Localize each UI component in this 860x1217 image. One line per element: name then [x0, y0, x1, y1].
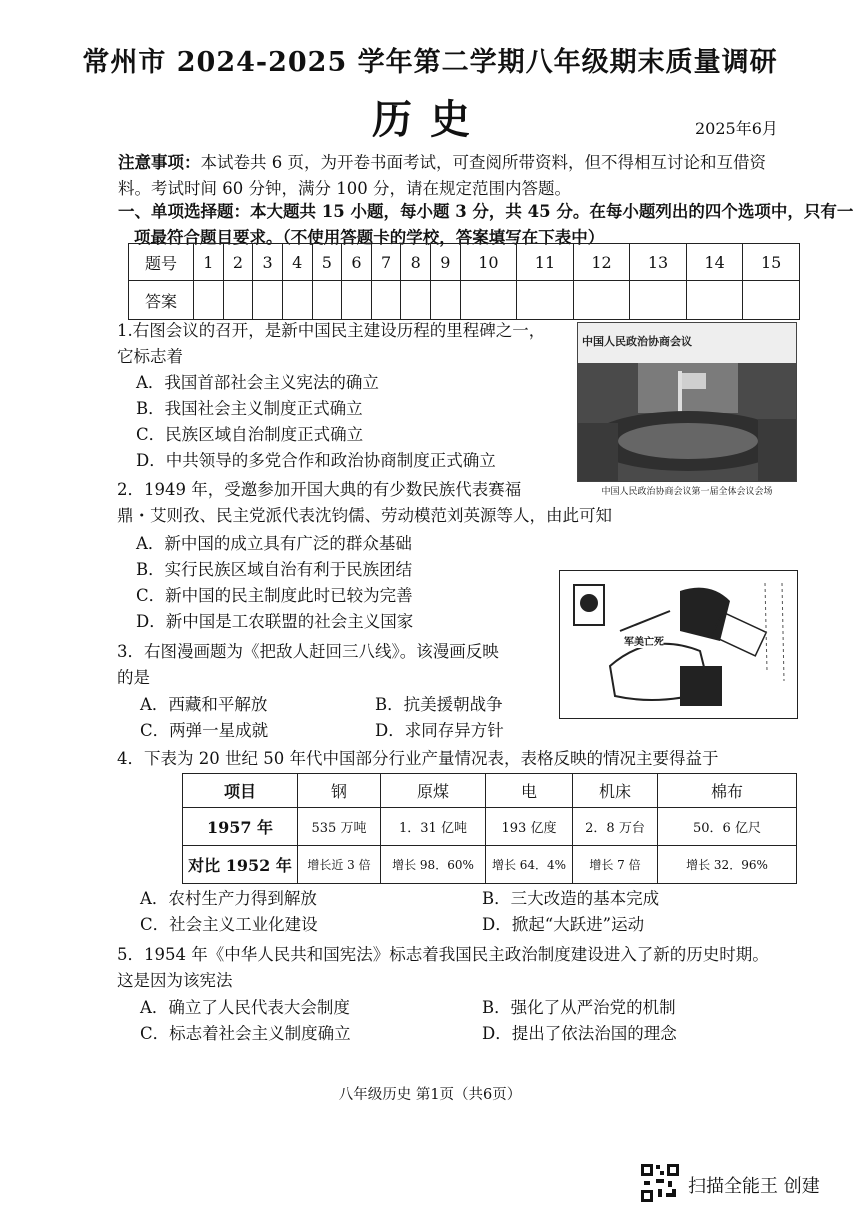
- question-5-stem: 5．1954 年《中华人民共和国宪法》标志着我国民主政治制度建设进入了新的历史时期。: [117, 945, 769, 964]
- question-1-stem: 1.右图会议的召开，是新中国民主建设历程的里程碑之一，: [117, 321, 546, 340]
- question-5-stem: 这是因为该宪法: [117, 971, 233, 990]
- option: C．两弹一星成就: [140, 721, 269, 740]
- page-footer: 八年级历史 第1页（共6页）: [338, 1087, 522, 1103]
- question-3-stem: 3．右图漫画题为《把敌人赶回三八线》。该漫画反映: [117, 642, 499, 661]
- notice-label: 注意事项：: [118, 153, 201, 172]
- answer-table-number: 4: [282, 244, 312, 281]
- option: C．新中国的民主制度此时已较为完善: [136, 586, 413, 605]
- answer-cell[interactable]: [630, 281, 687, 320]
- option: C．标志着社会主义制度确立: [140, 1024, 351, 1043]
- table-cell: 193 亿度: [486, 808, 573, 846]
- question-2-stem: 鼎・艾则孜、民主党派代表沈钧儒、劳动模范刘英源等人，由此可知: [117, 506, 612, 525]
- answer-table-number: 5: [312, 244, 342, 281]
- table-header: 钢: [298, 774, 381, 808]
- cartoon-illustration: [560, 571, 797, 718]
- answer-cell[interactable]: [223, 281, 253, 320]
- q3-cartoon: [559, 570, 798, 719]
- question-5-options: [140, 995, 780, 1047]
- question-2-options: [136, 531, 413, 635]
- answer-table-number: 6: [342, 244, 372, 281]
- answer-cell[interactable]: [743, 281, 800, 320]
- option: B．强化了从严治党的机制: [482, 998, 676, 1017]
- table-cell: 对比 1952 年: [183, 846, 298, 884]
- option: A．西藏和平解放: [140, 695, 268, 714]
- answer-cell[interactable]: [686, 281, 743, 320]
- answer-table-number: 14: [686, 244, 743, 281]
- exam-title: 常州市 2024-2025 学年第二学期八年级期末质量调研: [82, 47, 778, 78]
- option: B．抗美援朝战争: [375, 695, 503, 714]
- option: D．掀起“大跃进”运动: [482, 915, 645, 934]
- table-cell: 增长 32．96%: [658, 846, 797, 884]
- section-line1: 一、单项选择题：本大题共 15 小题，每小题 3 分，共 45 分。在每小题列出的四个选项中，只有一: [118, 202, 854, 221]
- answer-table-number: 7: [371, 244, 401, 281]
- answer-table-number-label: 题号: [129, 244, 194, 281]
- option: D．中共领导的多党合作和政治协商制度正式确立: [136, 451, 496, 470]
- option: A．我国首部社会主义宪法的确立: [136, 373, 379, 392]
- photo-banner: 中国人民政治协商会议: [582, 335, 692, 348]
- table-cell: 2．8 万台: [573, 808, 658, 846]
- answer-table-number: 11: [517, 244, 574, 281]
- question-1: [117, 318, 577, 370]
- question-5: [117, 942, 837, 994]
- answer-cell[interactable]: [194, 281, 224, 320]
- table-header: 机床: [573, 774, 658, 808]
- question-3-options: [140, 692, 580, 744]
- option: B．我国社会主义制度正式确立: [136, 399, 363, 418]
- table-header: 项目: [183, 774, 298, 808]
- production-table: [182, 773, 797, 884]
- answer-table-number: 3: [253, 244, 283, 281]
- option: C．社会主义工业化建设: [140, 915, 318, 934]
- answer-cell[interactable]: [342, 281, 372, 320]
- answer-table-number: 8: [401, 244, 431, 281]
- option: D．新中国是工农联盟的社会主义国家: [136, 612, 414, 631]
- question-3: [117, 639, 557, 691]
- answer-cell[interactable]: [460, 281, 517, 320]
- question-3-stem: 的是: [117, 668, 150, 687]
- table-cell: 增长 7 倍: [573, 846, 658, 884]
- table-header: 原煤: [381, 774, 486, 808]
- table-cell: 1．31 亿吨: [381, 808, 486, 846]
- cartoon-label: 军美亡死: [624, 633, 664, 648]
- answer-cell[interactable]: [282, 281, 312, 320]
- option: B．实行民族区域自治有利于民族团结: [136, 560, 413, 579]
- table-header: 棉布: [658, 774, 797, 808]
- table-cell: 50．6 亿尺: [658, 808, 797, 846]
- question-2: [117, 477, 817, 529]
- qr-code-icon: [640, 1163, 680, 1203]
- answer-table-number: 12: [573, 244, 630, 281]
- option: A．农村生产力得到解放: [140, 889, 317, 908]
- answer-cell[interactable]: [253, 281, 283, 320]
- answer-table-number: 13: [630, 244, 687, 281]
- answer-cell[interactable]: [401, 281, 431, 320]
- answer-table-number: 9: [431, 244, 461, 281]
- option: D．提出了依法治国的理念: [482, 1024, 677, 1043]
- question-4-stem: 4．下表为 20 世纪 50 年代中国部分行业产量情况表，表格反映的情况主要得益于: [117, 749, 719, 768]
- answer-table-number: 10: [460, 244, 517, 281]
- answer-table: [128, 243, 800, 320]
- section-line2: 项最符合题目要求。（不使用答题卡的学校，答案填写在下表中）: [134, 228, 605, 247]
- table-cell: 增长近 3 倍: [298, 846, 381, 884]
- answer-table-number: 1: [194, 244, 224, 281]
- answer-cell[interactable]: [573, 281, 630, 320]
- option: D．求同存异方针: [375, 721, 504, 740]
- table-cell: 增长 98．60%: [381, 846, 486, 884]
- answer-table-number: 15: [743, 244, 800, 281]
- table-header: 电: [486, 774, 573, 808]
- question-1-options: [136, 370, 496, 474]
- meeting-photo: [577, 322, 797, 482]
- answer-table-number: 2: [223, 244, 253, 281]
- option: C．民族区域自治制度正式确立: [136, 425, 364, 444]
- option: A．新中国的成立具有广泛的群众基础: [136, 534, 412, 553]
- option: B．三大改造的基本完成: [482, 889, 660, 908]
- option: A．确立了人民代表大会制度: [140, 998, 350, 1017]
- notice-line1: 本试卷共 6 页，为开卷书面考试，可查阅所带资料，但不得相互讨论和互借资: [200, 153, 766, 172]
- exam-date: 2025年6月: [695, 119, 778, 138]
- subject-title: 历史: [372, 96, 488, 143]
- photo-caption: 中国人民政治协商会议第一届全体会议会场: [601, 487, 773, 497]
- watermark-text: 扫描全能王 创建: [688, 1176, 820, 1197]
- table-cell: 1957 年: [183, 808, 298, 846]
- table-cell: 增长 64．4%: [486, 846, 573, 884]
- notice: [118, 150, 818, 202]
- question-1-stem: 它标志着: [117, 347, 183, 366]
- notice-line2: 料。考试时间 60 分钟，满分 100 分，请在规定范围内答题。: [118, 179, 571, 198]
- question-4-options: [140, 886, 780, 938]
- answer-table-answer-label: 答案: [129, 281, 194, 320]
- answer-cell[interactable]: [312, 281, 342, 320]
- answer-cell[interactable]: [371, 281, 401, 320]
- table-cell: 535 万吨: [298, 808, 381, 846]
- answer-cell[interactable]: [517, 281, 574, 320]
- q1-photo-figure: [577, 322, 797, 502]
- answer-cell[interactable]: [431, 281, 461, 320]
- question-2-stem: 2．1949 年，受邀参加开国大典的有少数民族代表赛福: [117, 480, 522, 499]
